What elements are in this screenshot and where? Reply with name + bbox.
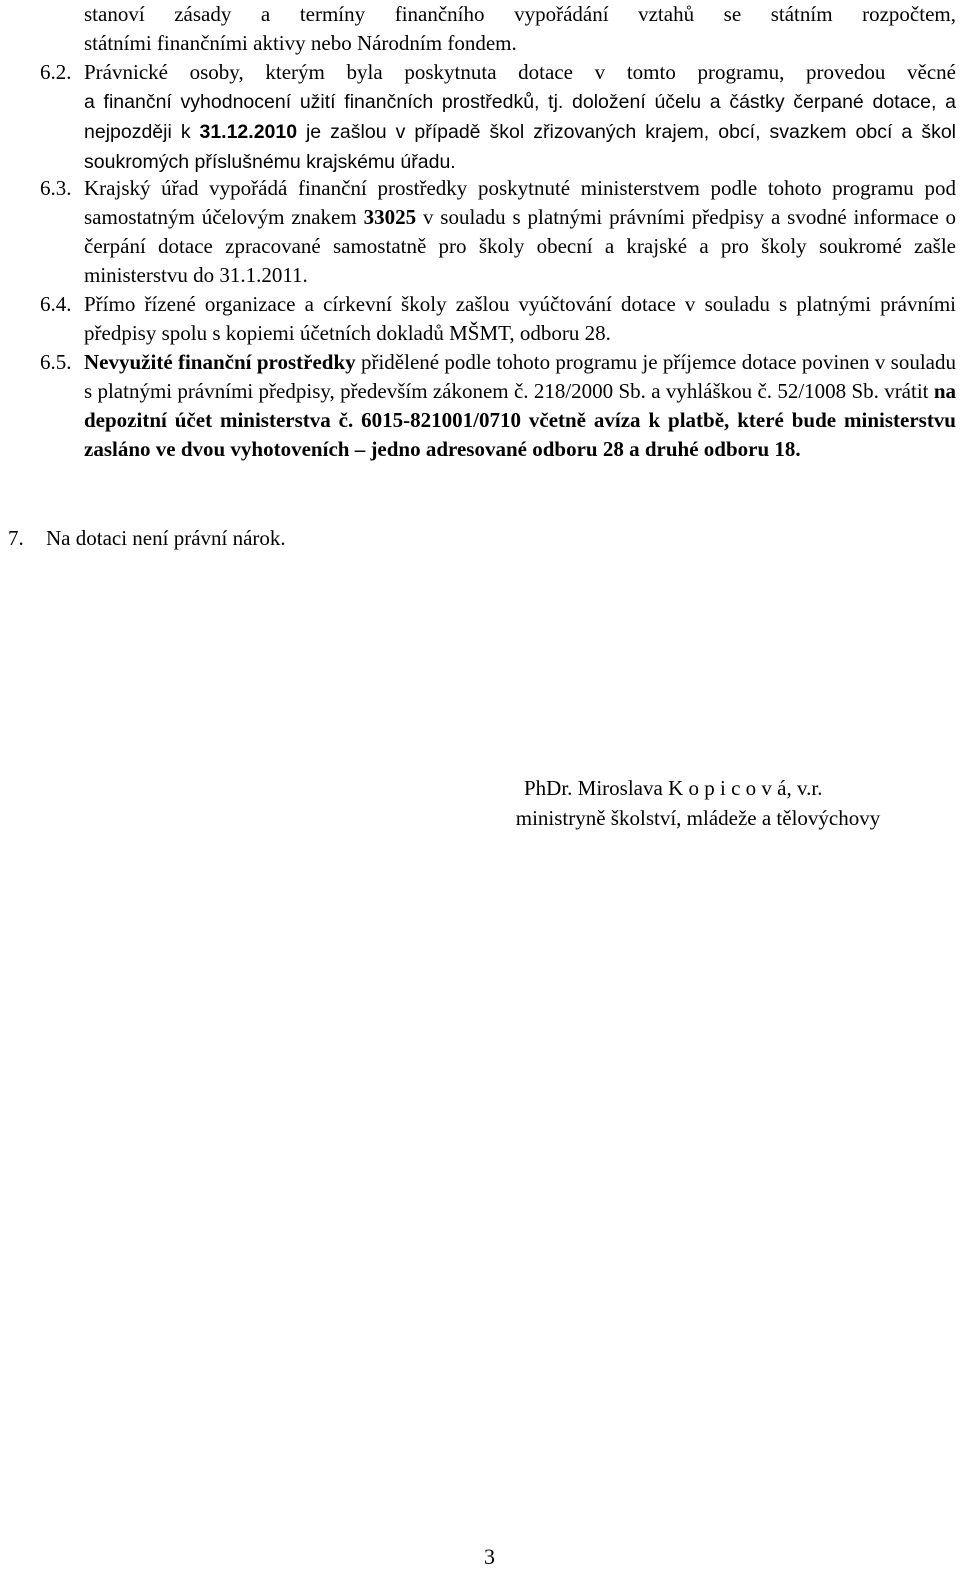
item-number: 6.5. xyxy=(40,350,72,374)
deposit-account-instruction: na depozitní účet ministerstva č. 6015-821001/0710 včetně avíza k platbě, které bude ministerstvu zasláno ve dvou vyhotoveních – jedno adresované odboru 28 a druhé odboru 18. xyxy=(84,379,957,461)
signatory-name: PhDr. Miroslava K o p i c o v á, v.r. xyxy=(524,776,823,800)
intro-continuation xyxy=(40,0,956,58)
item-number: 6.2. xyxy=(40,60,72,84)
unused-funds-heading: Nevyužité finanční prostředky xyxy=(84,350,356,374)
item-number: 7. xyxy=(8,526,24,550)
paragraph-6-5 xyxy=(40,348,956,464)
paragraph-6-4-text: Přímo řízené organizace a církevní školy zašlou vyúčtování dotace v souladu s platnými právními předpisy spolu s kopiemi účetních dokladů MŠMT, odboru 28. xyxy=(84,292,956,345)
item-number: 6.3. xyxy=(40,176,72,200)
deadline-date: 31.12.2010 xyxy=(199,121,298,143)
signatory-title: ministryně školství, mládeže a tělovýchovy xyxy=(515,806,881,830)
no-legal-claim-text: Na dotaci není právní nárok. xyxy=(46,526,286,550)
signature-block xyxy=(468,773,928,833)
paragraph-6-2-line-1: Právnické osoby, kterým byla poskytnuta dotace v tomto programu, provedou věcné xyxy=(84,60,956,84)
paragraph-6-3-text-end: v souladu s platnými právními předpisy a svodné informace o čerpání dotace zpracované samostatně pro školy obecní a krajské a pro školy soukromé zašle ministerstvu do 31.1.2011. xyxy=(84,205,957,287)
section-6-2 xyxy=(40,58,956,177)
paragraph-6-5-text: přidělené podle tohoto programu je příjemce dotace povinen v souladu s platnými právními předpisy, především zákonem č. 218/2000 Sb. a vyhláškou č. 52/1008 Sb. vrátit xyxy=(84,350,956,403)
paragraph-6-2-text-end: je zašlou v případě škol zřizovaných krajem, obcí, svazkem obcí a škol soukromých příslušnému krajskému úřadu. xyxy=(84,121,956,173)
paragraph-6-2 xyxy=(40,58,956,177)
paragraph-6-2-text: a finanční vyhodnocení užití finančních prostředků, tj. doložení účelu a částky čerpané dotace, a nejpozději k xyxy=(84,91,956,143)
paragraph-6-3 xyxy=(40,174,956,290)
intro-line-1: stanoví zásady a termíny finančního vypořádání vztahů se státním rozpočtem, xyxy=(84,2,956,26)
item-number: 6.4. xyxy=(40,292,72,316)
purpose-code: 33025 xyxy=(363,205,417,229)
section-6-5 xyxy=(40,348,956,464)
section-6-4 xyxy=(40,290,956,348)
section-7 xyxy=(8,524,286,553)
paragraph-6-3-text: Krajský úřad vypořádá finanční prostředky poskytnuté ministerstvem podle tohoto programu pod samostatným účelovým znakem xyxy=(84,176,956,229)
page-number: 3 xyxy=(484,1544,495,1569)
paragraph-6-4 xyxy=(40,290,956,348)
intro-line-2: státními finančními aktivy nebo Národním fondem. xyxy=(84,31,517,55)
intro-paragraph xyxy=(40,0,956,58)
section-6-3 xyxy=(40,174,956,290)
